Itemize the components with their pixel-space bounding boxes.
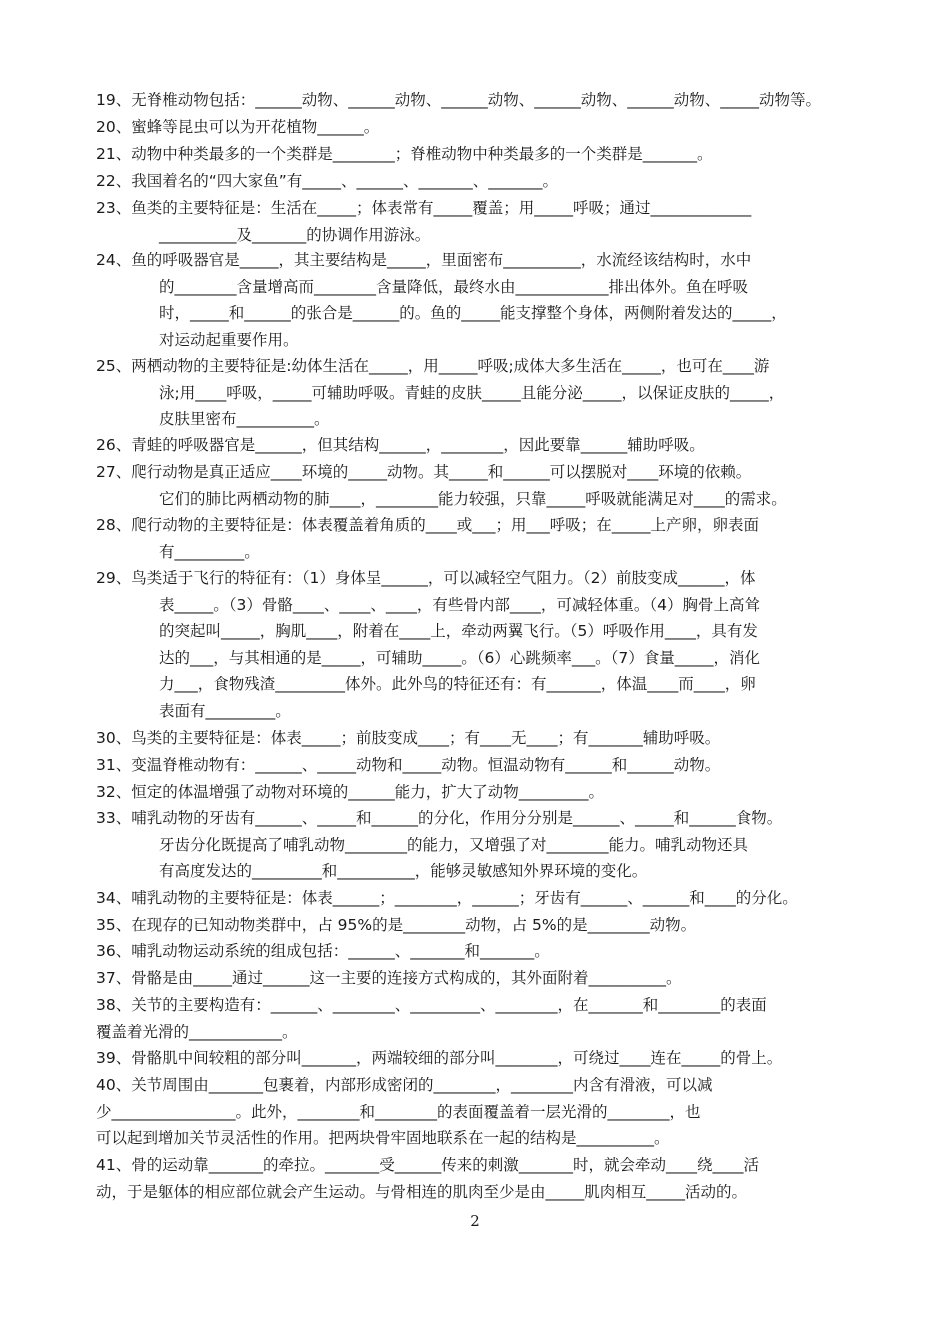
question-line: 29、鸟类适于飞行的特征有：（1）身体呈______，可以减轻空气阻力。（2）前肢变成______，体 <box>96 569 756 587</box>
question-line: 可以起到增加关节灵活性的作用。把两块骨牢固地联系在一起的结构是__________。 <box>96 1129 670 1148</box>
question-23 <box>96 195 856 248</box>
question-line: 39、骨骼肌中间较粗的部分叫_______，两端较细的部分叫________，可绕过____连在_____的骨上。 <box>96 1049 783 1067</box>
question-line: 20、蜜蜂等昆虫可以为开花植物______。 <box>96 118 380 136</box>
question-40 <box>96 1072 856 1152</box>
question-line: 有高度发达的_________和__________，能够灵敏感知外界环境的变化。 <box>159 862 648 881</box>
question-line: __________及_______的协调作用游泳。 <box>159 225 431 244</box>
question-line: 41、骨的运动靠_______的牵拉。_______受______传来的刺激_______时，就会牵动____绕____活 <box>96 1156 759 1174</box>
question-line: 35、在现存的已知动物类群中，占 95%的是________动物，占 5%的是________动物。 <box>96 916 697 934</box>
question-33 <box>96 805 856 885</box>
question-36 <box>96 938 856 965</box>
question-line: 28、爬行动物的主要特征是：体表覆盖着角质的____或___；用___呼吸；在_____上产卵，卵表面 <box>96 516 759 534</box>
question-line: 皮肤里密布__________。 <box>159 410 330 429</box>
question-line: 表面有_________。 <box>159 701 291 720</box>
question-line: 33、哺乳动物的牙齿有______、_____和______的分化，作用分分别是______、_____和______食物。 <box>96 809 783 827</box>
question-line: 表_____。（3）骨骼____、____、____，有些骨内部____，可减轻体重。（4）胸骨上高耸 <box>159 595 760 614</box>
question-22 <box>96 168 856 195</box>
question-line: 有_________。 <box>159 542 260 561</box>
question-line: 23、鱼类的主要特征是：生活在_____；体表常有_____覆盖；用_____呼吸；通过_____________ <box>96 199 752 217</box>
question-21 <box>96 141 856 168</box>
question-38 <box>96 992 856 1045</box>
question-line: 25、两栖动物的主要特征是:幼体生活在_____，用_____呼吸;成体大多生活在_____，也可在____游 <box>96 357 770 375</box>
question-39 <box>96 1045 856 1072</box>
question-line: 32、恒定的体温增强了动物对环境的______能力，扩大了动物_________。 <box>96 783 604 801</box>
question-25 <box>96 353 856 433</box>
question-line: 力___，食物残渣_________体外。此外鸟的特征还有：有_______，体温____而____，卵 <box>159 675 756 694</box>
question-37 <box>96 965 856 992</box>
question-20 <box>96 114 856 141</box>
question-28 <box>96 512 856 565</box>
question-line: 动，于是躯体的相应部位就会产生运动。与骨相连的肌肉至少是由_____肌肉相互_____活动的。 <box>96 1182 748 1201</box>
question-line: 对运动起重要作用。 <box>159 330 299 349</box>
question-line: 的突起叫_____，胸肌____，附着在____上，牵动两翼飞行。（5）呼吸作用____，具有发 <box>159 622 758 641</box>
question-32 <box>96 779 856 806</box>
question-line: 36、哺乳动物运动系统的组成包括：______、_______和_______。 <box>96 942 550 960</box>
question-line: 它们的肺比两栖动物的肺____，________能力较强，只靠_____呼吸就能满足对____的需求。 <box>159 489 787 508</box>
question-31 <box>96 752 856 779</box>
question-line: 的________含量增高而________含量降低，最终水由____________排出体外。鱼在呼吸 <box>159 277 749 296</box>
question-line: 31、变温脊椎动物有：______、_____动物和_____动物。恒温动物有______和______动物。 <box>96 756 721 774</box>
question-line: 22、我国着名的“四大家鱼”有_____、______、_______、_______。 <box>96 172 559 190</box>
question-34 <box>96 885 856 912</box>
question-line: 38、关节的主要构造有：______、________、_________、________，在_______和________的表面 <box>96 996 767 1014</box>
question-line: 40、关节周围由_______包裹着，内部形成密闭的________，________内含有滑液，可以减 <box>96 1076 713 1094</box>
question-line: 19、无脊椎动物包括：______动物、______动物、______动物、______动物、______动物、_____动物等。 <box>96 91 821 109</box>
question-line: 达的___，与其相通的是_____，可辅助_____。（6）心跳频率___。（7）食量_____，消化 <box>159 648 760 667</box>
question-24 <box>96 247 856 353</box>
question-line: 27、爬行动物是真正适应____环境的_____动物。其_____和______可以摆脱对____环境的依赖。 <box>96 463 752 481</box>
question-line: 时，_____和______的张合是______的。鱼的_____能支撑整个身体，两侧附着发达的_____， <box>159 304 787 323</box>
question-line: 30、鸟类的主要特征是：体表_____；前肢变成____；有____无____；有_______辅助呼吸。 <box>96 729 721 747</box>
question-19 <box>96 87 856 114</box>
question-26 <box>96 432 856 459</box>
question-line: 少________________。此外，________和________的表面覆盖着一层光滑的________，也 <box>96 1102 701 1121</box>
question-30 <box>96 725 856 752</box>
question-29 <box>96 565 856 725</box>
question-line: 34、哺乳动物的主要特征是：体表______；________，______；牙齿有______、______和____的分化。 <box>96 889 798 907</box>
question-line: 泳;用____呼吸，_____可辅助呼吸。青蛙的皮肤_____且能分泌_____，以保证皮肤的_____， <box>159 383 785 402</box>
question-27 <box>96 459 856 512</box>
question-line: 牙齿分化既提高了哺乳动物________的能力，又增强了对________能力。哺乳动物还具 <box>159 835 749 854</box>
question-line: 37、骨骼是由_____通过______这一主要的连接方式构成的，其外面附着__________。 <box>96 969 682 987</box>
question-line: 26、青蛙的呼吸器官是______，但其结构______，________，因此要靠______辅助呼吸。 <box>96 436 705 454</box>
question-line: 21、动物中种类最多的一个类群是________；脊椎动物中种类最多的一个类群是_______。 <box>96 145 713 163</box>
question-line: 覆盖着光滑的____________。 <box>96 1022 298 1041</box>
question-line: 24、鱼的呼吸器官是_____，其主要结构是_____，里面密布__________，水流经该结构时，水中 <box>96 251 752 269</box>
page-number: 2 <box>470 1212 480 1230</box>
question-41 <box>96 1152 856 1205</box>
question-35 <box>96 912 856 939</box>
